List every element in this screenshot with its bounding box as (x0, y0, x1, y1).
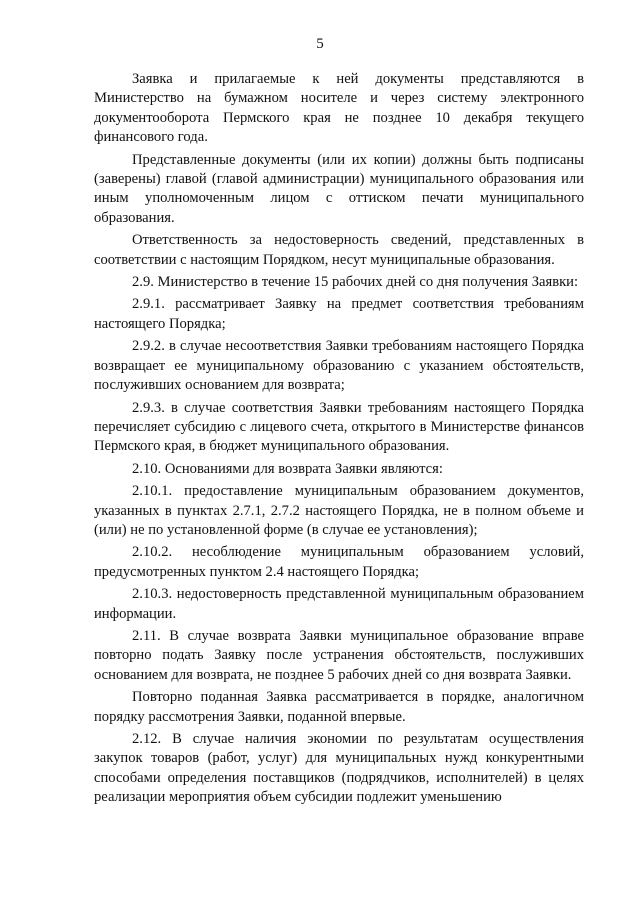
paragraph-2-10-1: 2.10.1. предоставление муниципальным образованием документов, указанных в пунктах 2.7.1, 2.7.2 настоящего Порядка, не в полном объеме и (или) не по установленной форме (в случае ее установления); (94, 483, 584, 538)
paragraph-2-10-3: 2.10.3. недостоверность представленной муниципальным образованием информации. (94, 586, 584, 622)
paragraph-2-12: 2.12. В случае наличия экономии по результатам осуществления закупок товаров (работ, услуг) для муниципальных нужд конкурентными способами определения поставщиков (подрядчиков, исполнителей) в целях реализации мероприятия объем субсидии подлежит уменьшению (94, 731, 584, 806)
paragraph-2-9: 2.9. Министерство в течение 15 рабочих дней со дня получения Заявки: (132, 274, 579, 291)
paragraph-2-10: 2.10. Основаниями для возврата Заявки являются: (132, 460, 443, 477)
paragraph-application-submission: Заявка и прилагаемые к ней документы представляются в Министерство на бумажном носителе и через систему электронного документооборота Пермского края не позднее 10 декабря текущего финансового года. (94, 71, 584, 146)
paragraph-2-10-2: 2.10.2. несоблюдение муниципальным образованием условий, предусмотренных пунктом 2.4 настоящего Порядка; (94, 544, 584, 580)
page-number: 5 (316, 36, 324, 52)
paragraph-2-11: 2.11. В случае возврата Заявки муниципальное образование вправе повторно подать Заявку после устранения обстоятельств, послуживших основанием для возврата, не позднее 5 рабочих дней со дня возврата Заявки. (94, 627, 584, 683)
paragraph-2-9-2: 2.9.2. в случае несоответствия Заявки требованиям настоящего Порядка возвращает ее муниципальному образованию с указанием обстоятельств, послуживших основанием для возврата; (94, 338, 584, 394)
paragraph-2-9-1: 2.9.1. рассматривает Заявку на предмет соответствия требованиям настоящего Порядка; (94, 296, 584, 332)
paragraph-document-signing: Представленные документы (или их копии) должны быть подписаны (заверены) главой (главой администрации) муниципального образования или иным уполномоченным лицом с оттиском печати муниципального образования. (94, 151, 584, 226)
paragraph-resubmission: Повторно поданная Заявка рассматривается в порядке, аналогичном порядку рассмотрения Заявки, поданной впервые. (94, 689, 584, 725)
paragraph-2-9-3: 2.9.3. в случае соответствия Заявки требованиям настоящего Порядка перечисляет субсидию с лицевого счета, открытого в Министерстве финансов Пермского края, в бюджет муниципального образования. (94, 399, 584, 455)
document-body (94, 70, 584, 808)
paragraph-responsibility: Ответственность за недостоверность сведений, представленных в соответствии с настоящим Порядком, несут муниципальные образования. (94, 232, 584, 268)
